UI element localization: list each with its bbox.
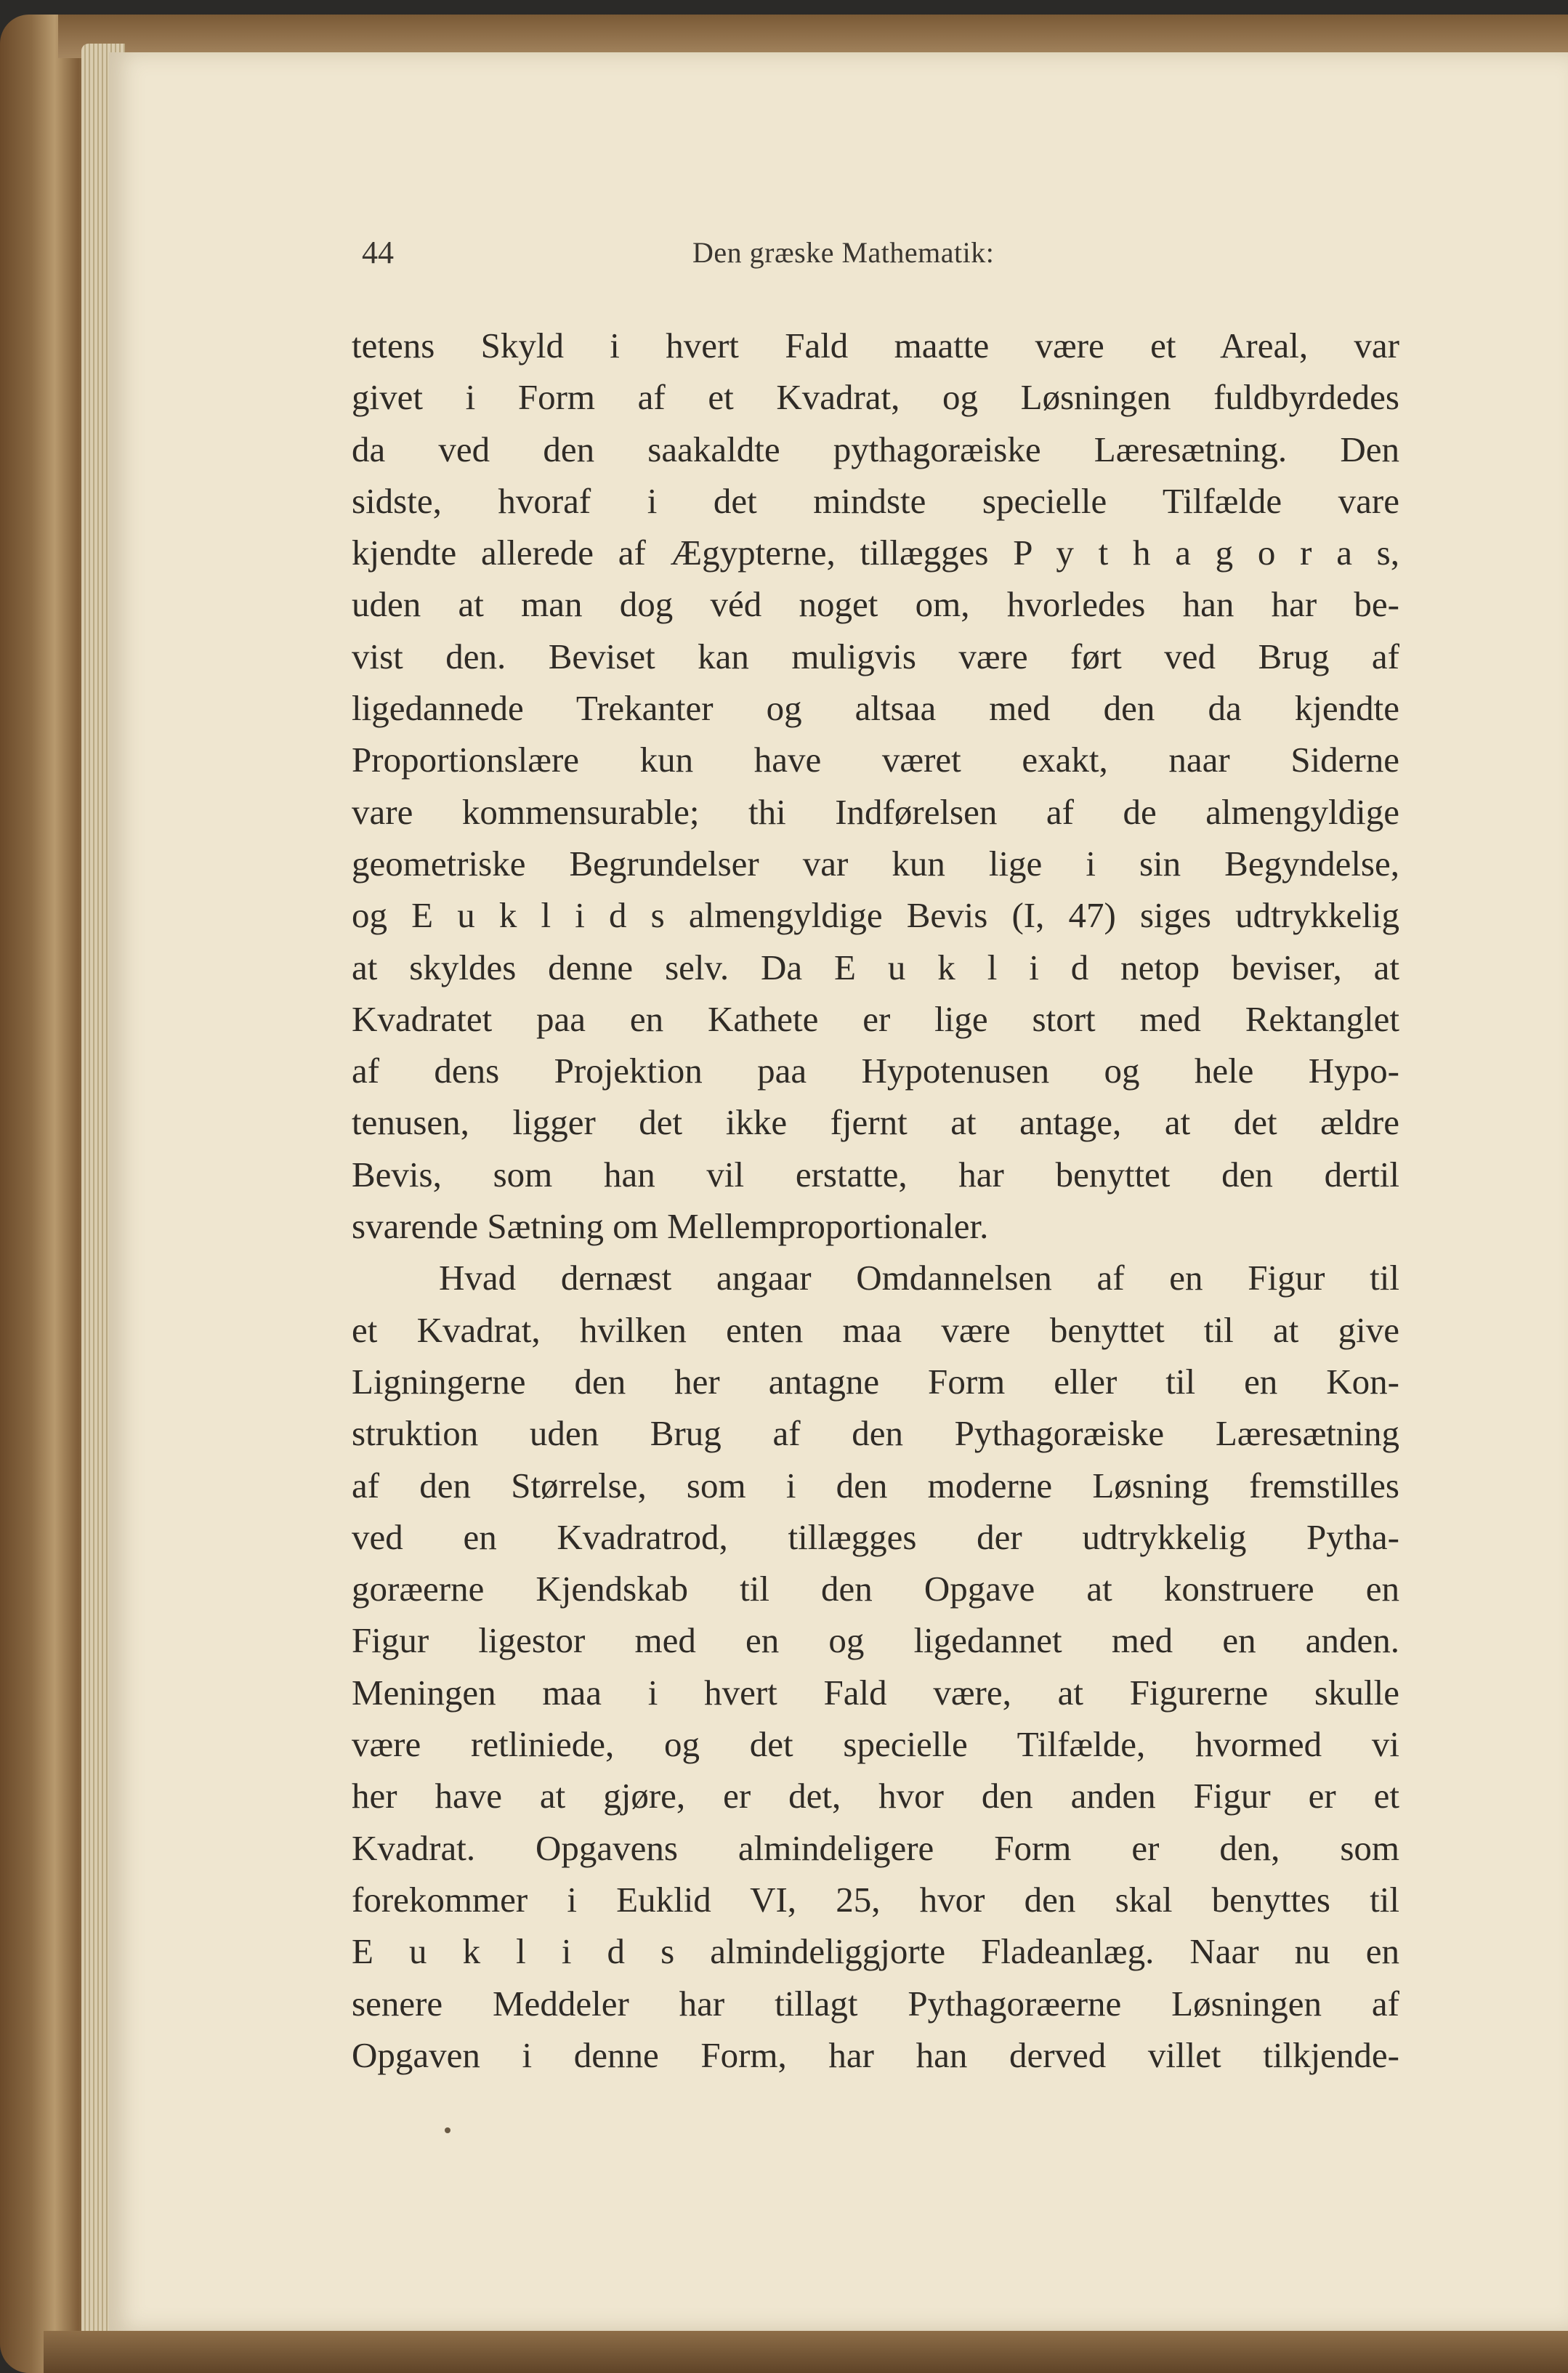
text-line: sidste, hvoraf i det mindste specielle Tilfælde vare	[352, 480, 1399, 521]
running-title: Den græske Mathematik:	[692, 236, 995, 269]
text-line: goræerne Kjendskab til den Opgave at konstruere en	[352, 1569, 1399, 1609]
body-text	[352, 320, 1399, 2081]
page-number: 44	[362, 235, 394, 270]
text-line: af dens Projektion paa Hypotenusen og hele Hypo-	[352, 1051, 1399, 1091]
text-line: Ligningerne den her antagne Form eller til en Kon-	[352, 1361, 1399, 1402]
text-line: struktion uden Brug af den Pythagoræiske Læresætning	[352, 1413, 1399, 1454]
text-line: geometriske Begrundelser var kun lige i sin Begyndelse,	[352, 843, 1399, 884]
text-line: være retliniede, og det specielle Tilfælde, hvormed vi	[352, 1724, 1399, 1765]
text-line: vare kommensurable; thi Indførelsen af de almengyldige	[352, 791, 1399, 832]
text-line: Figur ligestor med en og ligedannet med en anden.	[352, 1620, 1399, 1661]
text-line: givet i Form af et Kvadrat, og Løsningen fuldbyrdedes	[352, 377, 1399, 418]
text-line: tetens Skyld i hvert Fald maatte være et Areal, var	[352, 326, 1399, 365]
text-line: uden at man dog véd noget om, hvorledes han har be-	[352, 584, 1399, 625]
paragraph-end-line: svarende Sætning om Mellemproportionaler.	[352, 1206, 989, 1247]
paragraph-start-line: Hvad dernæst angaar Omdannelsen af en Figur til	[439, 1258, 1399, 1298]
text-line: at skyldes denne selv. Da E u k l i d netop beviser, at	[352, 947, 1399, 987]
text-line: tenusen, ligger det ikke fjernt at antage, at det ældre	[352, 1102, 1399, 1143]
text-line: ligedannede Trekanter og altsaa med den da kjendte	[352, 688, 1399, 729]
page-header	[362, 234, 1408, 278]
text-line: Bevis, som han vil erstatte, har benyttet den dertil	[352, 1154, 1399, 1194]
text-line: Kvadratet paa en Kathete er lige stort med Rektanglet	[352, 998, 1399, 1039]
ink-speck	[445, 2127, 450, 2133]
book-cover-bottom-edge	[44, 2331, 1568, 2373]
text-line: da ved den saakaldte pythagoræiske Læresætning. Den	[352, 429, 1399, 469]
text-line: vist den. Beviset kan muligvis være ført ved Brug af	[352, 636, 1399, 676]
text-line: og E u k l i d s almengyldige Bevis (I, 47) siges udtrykkelig	[352, 895, 1399, 936]
text-line: Opgaven i denne Form, har han derved villet tilkjende-	[352, 2034, 1399, 2075]
text-line: af den Størrelse, som i den moderne Løsning fremstilles	[352, 1465, 1399, 1505]
text-line: ved en Kvadratrod, tillægges der udtrykkelig Pytha-	[352, 1516, 1399, 1557]
text-line: et Kvadrat, hvilken enten maa være benyttet til at give	[352, 1309, 1399, 1350]
text-line: Proportionslære kun have været exakt, naar Siderne	[352, 740, 1399, 780]
book-cover-top-edge	[58, 15, 1568, 58]
text-line: senere Meddeler har tillagt Pythagoræerne Løsningen af	[352, 1983, 1399, 2024]
text-line: kjendte allerede af Ægypterne, tillægges P y t h a g o r a s,	[352, 533, 1399, 573]
text-line: Meningen maa i hvert Fald være, at Figurerne skulle	[352, 1672, 1399, 1713]
text-line: Kvadrat. Opgavens almindeligere Form er den, som	[352, 1827, 1399, 1868]
text-line: E u k l i d s almindeliggjorte Fladeanlæg. Naar nu en	[352, 1931, 1399, 1972]
text-line: forekommer i Euklid VI, 25, hvor den skal benyttes til	[352, 1879, 1399, 1920]
text-line: her have at gjøre, er det, hvor den anden Figur er et	[352, 1776, 1399, 1816]
